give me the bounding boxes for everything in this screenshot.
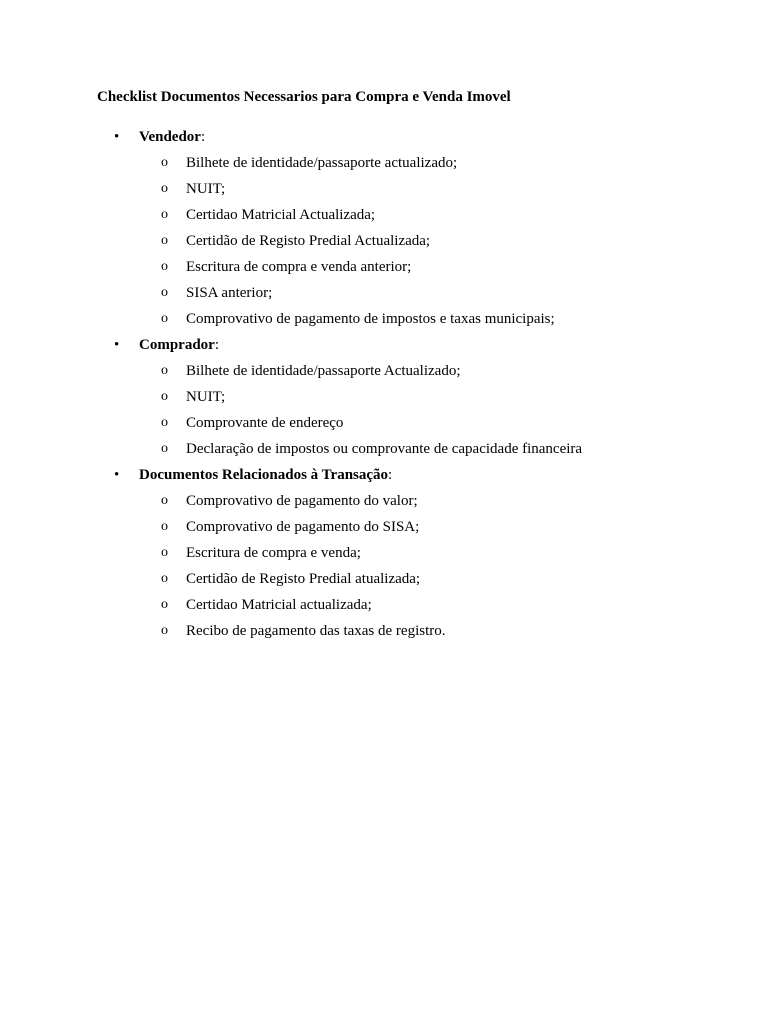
sub-bullet-icon: o [161,285,168,300]
list-item [0,439,768,465]
sub-bullet-icon: o [161,493,168,508]
section-label-suffix: : [214,337,219,353]
bullet-icon: • [114,337,120,353]
section-heading [0,465,768,491]
sub-bullet-icon: o [161,207,168,222]
list-item [0,283,768,309]
list-item [0,621,768,647]
sub-bullet-icon: o [161,363,168,378]
list-item-text: Certidao Matricial actualizada; [186,597,372,613]
list-item-text: Comprovativo de pagamento de impostos e taxas municipais; [186,311,555,327]
checklist [0,127,768,647]
list-item [0,387,768,413]
list-item-text: Recibo de pagamento das taxas de registro. [186,623,446,639]
section-label-text: Vendedor [139,129,201,145]
section-documentos-transacao [0,465,768,647]
list-item [0,179,768,205]
list-item [0,257,768,283]
list-item-text: Comprovante de endereço [186,415,344,431]
section-comprador [0,335,768,465]
sub-bullet-icon: o [161,181,168,196]
list-item-text: Bilhete de identidade/passaporte Actualizado; [186,363,461,379]
list-item [0,231,768,257]
sub-bullet-icon: o [161,623,168,638]
list-item [0,491,768,517]
sub-bullet-icon: o [161,441,168,456]
sub-bullet-icon: o [161,519,168,534]
bullet-icon: • [114,129,120,145]
list-item [0,361,768,387]
list-item-text: SISA anterior; [186,285,273,301]
list-item [0,153,768,179]
list-item [0,309,768,335]
list-item-text: Comprovativo de pagamento do valor; [186,493,418,509]
page-title: Checklist Documentos Necessarios para Compra e Venda Imovel [97,89,511,105]
sub-bullet-icon: o [161,571,168,586]
section-heading [0,127,768,153]
section-label [139,335,219,355]
list-item-text: Certidão de Registo Predial atualizada; [186,571,421,587]
list-item [0,595,768,621]
list-item-text: Declaração de impostos ou comprovante de capacidade financeira [186,441,583,457]
list-item-text: Certidão de Registo Predial Actualizada; [186,233,431,249]
sub-bullet-icon: o [161,545,168,560]
section-label [139,127,205,147]
list-item-text: Bilhete de identidade/passaporte actualizado; [186,155,458,171]
sub-bullet-icon: o [161,597,168,612]
list-item [0,413,768,439]
section-vendedor [0,127,768,335]
list-item-text: NUIT; [186,389,226,405]
sub-bullet-icon: o [161,311,168,326]
list-item-text: Comprovativo de pagamento do SISA; [186,519,420,535]
list-item-text: Escritura de compra e venda anterior; [186,259,412,275]
section-label-suffix: : [200,129,206,145]
list-item [0,205,768,231]
bullet-icon: • [114,467,120,483]
section-label-text: Documentos Relacionados à Transação [139,467,389,483]
sub-bullet-icon: o [161,233,168,248]
sub-bullet-icon: o [161,259,168,274]
sub-bullet-icon: o [161,155,168,170]
section-label [139,465,392,485]
list-item [0,569,768,595]
sub-bullet-icon: o [161,415,168,430]
list-item-text: NUIT; [186,181,226,197]
list-item-text: Certidao Matricial Actualizada; [186,207,376,223]
section-label-suffix: : [388,467,393,483]
list-item-text: Escritura de compra e venda; [186,545,361,561]
sub-bullet-icon: o [161,389,168,404]
section-label-text: Comprador [139,337,215,353]
list-item [0,543,768,569]
section-heading [0,335,768,361]
list-item [0,517,768,543]
